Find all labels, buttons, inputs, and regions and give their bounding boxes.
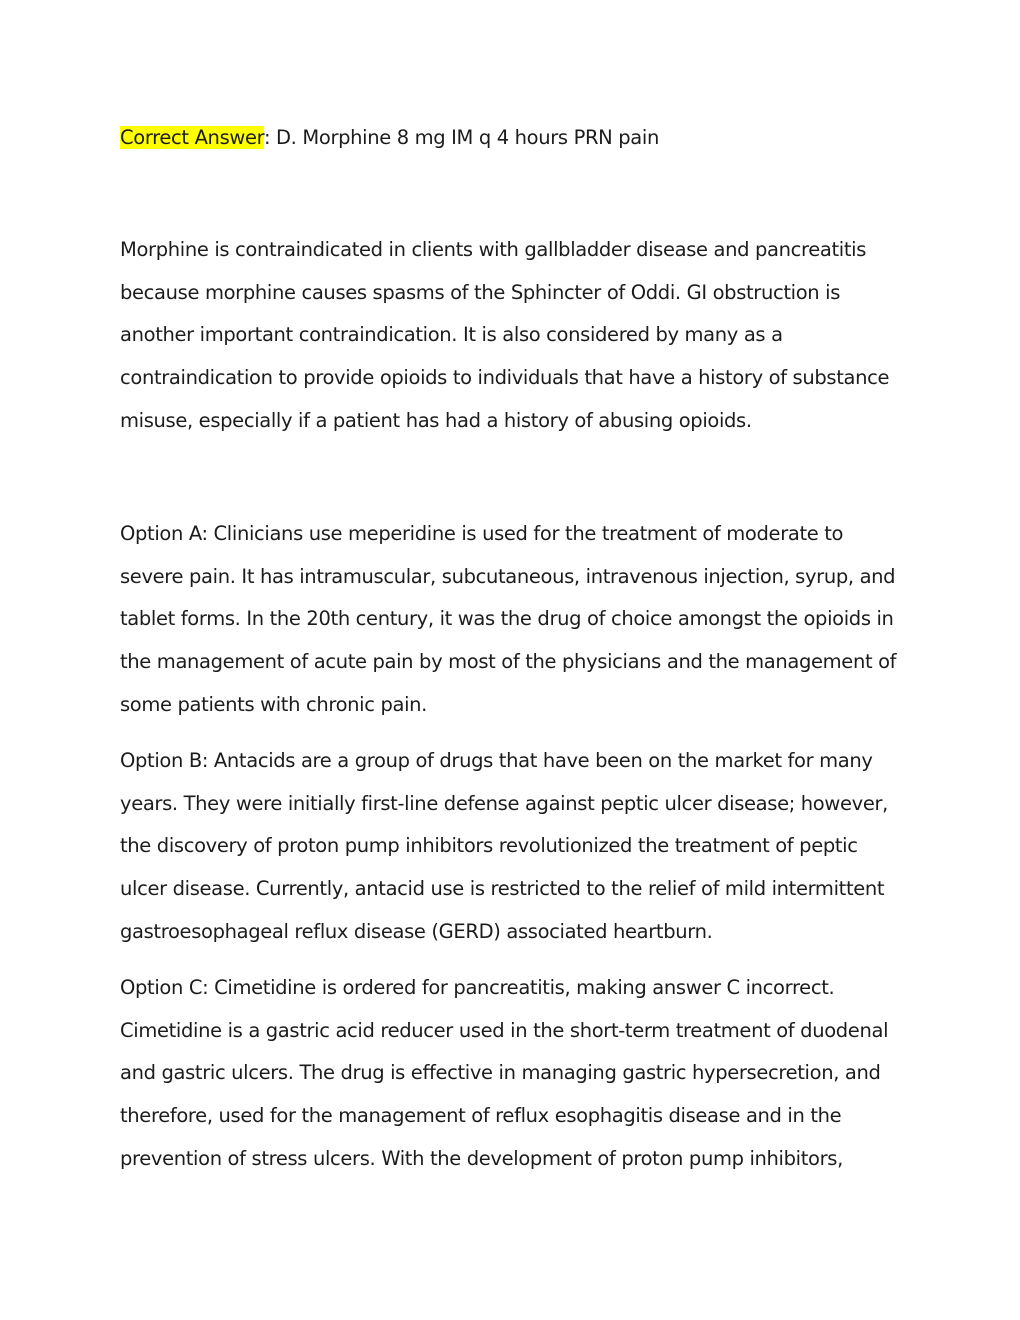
spacer: [120, 727, 910, 740]
correct-answer-label: Correct Answer: [120, 126, 264, 149]
spacer: [120, 160, 910, 229]
correct-answer-text: : D. Morphine 8 mg IM q 4 hours PRN pain: [263, 126, 659, 149]
explanation-paragraph: Morphine is contraindicated in clients with gallbladder disease and pancreatitis because morphine causes spasms of the Sphincter of Oddi. GI obstruction is another important contraindication. It is also considered by many as a contraindication to provide opioids to individuals that have a history of substance misuse, especially if a patient has had a history of abusing opioids.: [120, 237, 890, 432]
document-page: [120, 117, 910, 1181]
spacer: [120, 954, 910, 967]
correct-answer-line: [120, 117, 910, 160]
option-a-paragraph: Option A: Clinicians use meperidine is used for the treatment of moderate to severe pain. It has intramuscular, subcutaneous, intravenous injection, syrup, and tablet forms. In the 20th century, it was the drug of choice amongst the opioids in the management of acute pain by most of the physicians and the management of some patients with chronic pain.: [120, 521, 897, 716]
option-c-paragraph: Option C: Cimetidine is ordered for pancreatitis, making answer C incorrect. Cimetidine is a gastric acid reducer used in the short-term treatment of duodenal and gastric ulcers. The drug is effective in managing gastric hypersecretion, and therefore, used for the management of reflux esophagitis disease and in the prevention of stress ulcers. With the development of proton pump inhibitors,: [120, 975, 889, 1170]
spacer: [120, 443, 910, 513]
option-b-paragraph: Option B: Antacids are a group of drugs that have been on the market for many years. They were initially first-line defense against peptic ulcer disease; however, the discovery of proton pump inhibitors revolutionized the treatment of peptic ulcer disease. Currently, antacid use is restricted to the relief of mild intermittent gastroesophageal reflux disease (GERD) associated heartburn.: [120, 748, 888, 943]
